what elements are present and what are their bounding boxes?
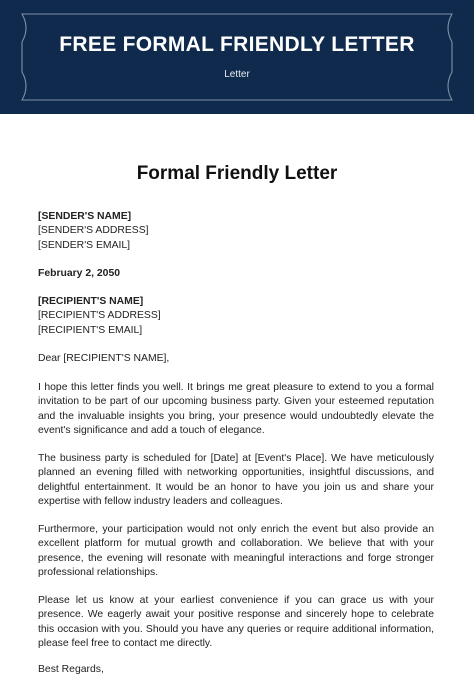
recipient-address: [RECIPIENT'S ADDRESS] [38,310,161,322]
paragraph-3: Furthermore, your participation would not only enrich the event but also provide an excellent platform for mutual growth and collaboration. We believe that with your presence, the evening will resonate with meaningful interactions and forge stronger professional relationships. [38,524,434,579]
sender-block [38,210,434,253]
recipient-name: [RECIPIENT'S NAME] [38,296,144,307]
banner-frame-ornament [0,0,474,114]
document-title: Formal Friendly Letter [136,163,338,184]
recipient-email: [RECIPIENT'S EMAIL] [38,324,143,336]
recipient-block [38,295,434,338]
closing-block [38,663,434,677]
salutation-block [38,352,434,366]
closing: Best Regards, [38,664,104,675]
banner-subtitle: Letter [224,69,250,80]
banner-title: FREE FORMAL FRIENDLY LETTER [59,33,415,56]
date-block [38,267,434,281]
salutation: Dear [RECIPIENT'S NAME], [38,353,170,364]
header-banner [0,0,474,114]
letter-date: February 2, 2050 [38,268,121,279]
sender-name: [SENDER'S NAME] [38,211,132,222]
sender-address: [SENDER'S ADDRESS] [38,225,149,237]
sender-email: [SENDER'S EMAIL] [38,239,131,251]
paragraph-2: The business party is scheduled for [Date] at [Event's Place]. We have meticulously planned an evening filled with networking opportunities, insightful discussions, and delightful entertainment. It would be an honor to have you join us and share your expertise with fellow industry leaders and colleagues. [38,453,434,508]
paragraph-4: Please let us know at your earliest convenience if you can grace us with your presence. We eagerly await your positive response and sincerely hope to celebrate this occasion with you. Should you have any queries or require additional information, please feel free to contact me directly. [38,595,434,650]
paragraph-1: I hope this letter finds you well. It brings me great pleasure to extend to you a formal invitation to be part of our upcoming business party. Given your esteemed reputation and the invaluable insights you bring, your presence would undoubtedly elevate the event's significance and add a touch of elegance. [38,382,434,437]
